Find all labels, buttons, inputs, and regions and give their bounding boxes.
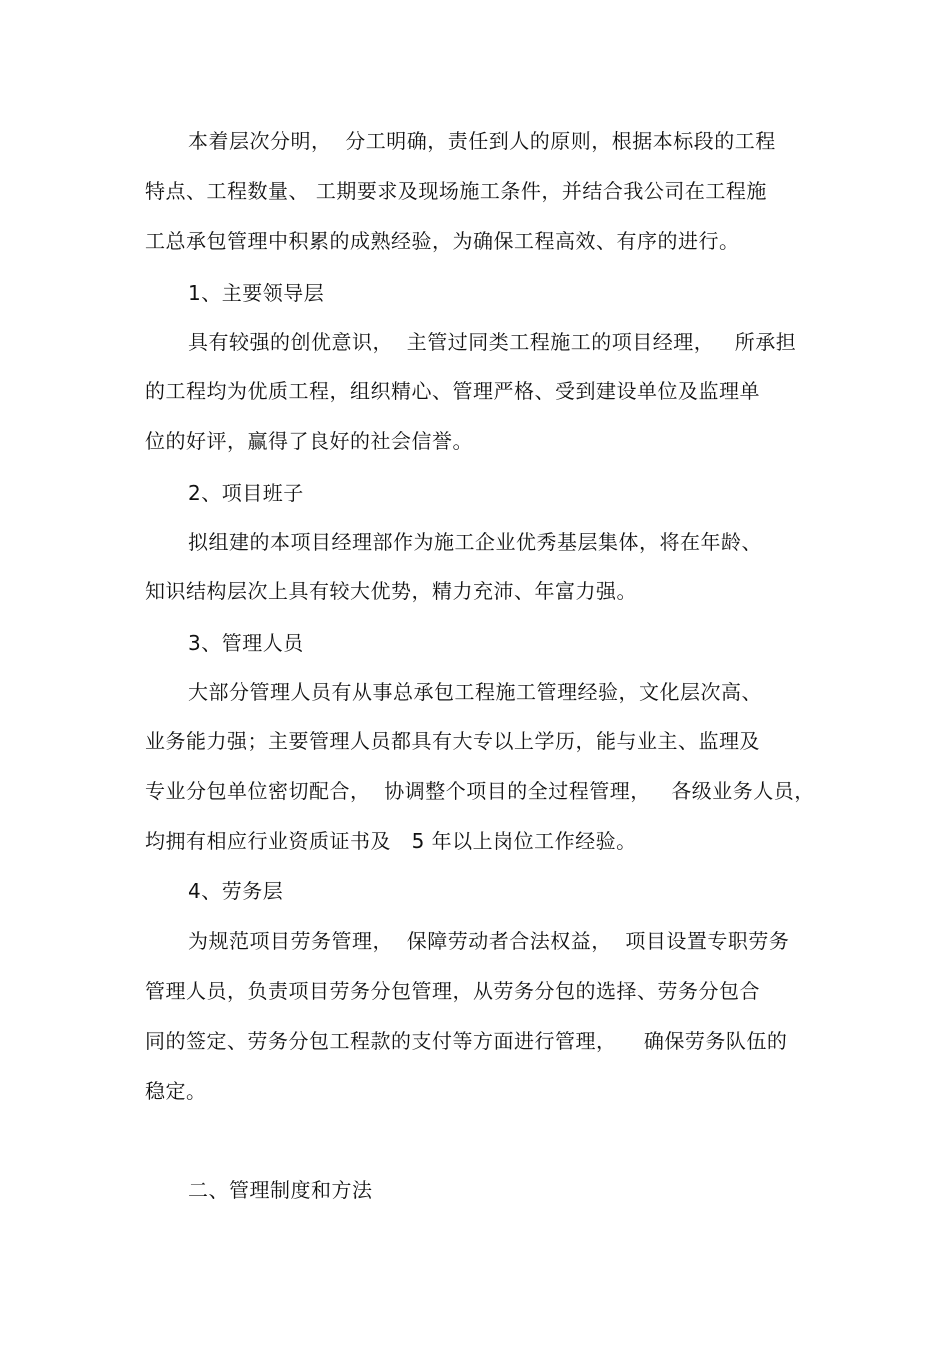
paragraph-2-line-1: 具有较强的创优意识， 主管过同类工程施工的项目经理， 所承担 (188, 330, 797, 354)
heading-management-staff: 3、管理人员 (188, 631, 304, 655)
section-heading-management-system: 二、管理制度和方法 (188, 1178, 373, 1202)
paragraph-4-line-2: 业务能力强；主要管理人员都具有大专以上学历，能与业主、监理及 (145, 729, 760, 753)
paragraph-3-line-1: 拟组建的本项目经理部作为施工企业优秀基层集体，将在年龄、 (188, 530, 762, 554)
paragraph-1-line-3: 工总承包管理中积累的成熟经验，为确保工程高效、有序的进行。 (145, 229, 740, 253)
paragraph-4-line-1: 大部分管理人员有从事总承包工程施工管理经验，文化层次高、 (188, 680, 762, 704)
paragraph-2-line-2: 的工程均为优质工程，组织精心、管理严格、受到建设单位及监理单 (145, 379, 760, 403)
paragraph-5-line-1: 为规范项目劳务管理， 保障劳动者合法权益， 项目设置专职劳务 (188, 929, 790, 953)
paragraph-2-line-3: 位的好评，赢得了良好的社会信誉。 (145, 429, 473, 453)
paragraph-4-line-4: 均拥有相应行业资质证书及 5 年以上岗位工作经验。 (145, 829, 637, 853)
paragraph-1-line-1: 本着层次分明， 分工明确，责任到人的原则，根据本标段的工程 (188, 129, 776, 153)
heading-project-team: 2、项目班子 (188, 481, 304, 505)
paragraph-5-line-4: 稳定。 (145, 1079, 207, 1103)
heading-main-leadership: 1、主要领导层 (188, 281, 325, 305)
paragraph-5-line-3: 同的签定、劳务分包工程款的支付等方面进行管理， 确保劳务队伍的 (145, 1029, 788, 1053)
paragraph-1-line-2: 特点、工程数量、 工期要求及现场施工条件，并结合我公司在工程施 (145, 179, 767, 203)
paragraph-4-line-3: 专业分包单位密切配合， 协调整个项目的全过程管理， 各级业务人员， (145, 779, 815, 803)
paragraph-5-line-2: 管理人员，负责项目劳务分包管理，从劳务分包的选择、劳务分包合 (145, 979, 760, 1003)
paragraph-3-line-2: 知识结构层次上具有较大优势，精力充沛、年富力强。 (145, 579, 637, 603)
heading-labor-layer: 4、劳务层 (188, 879, 284, 903)
